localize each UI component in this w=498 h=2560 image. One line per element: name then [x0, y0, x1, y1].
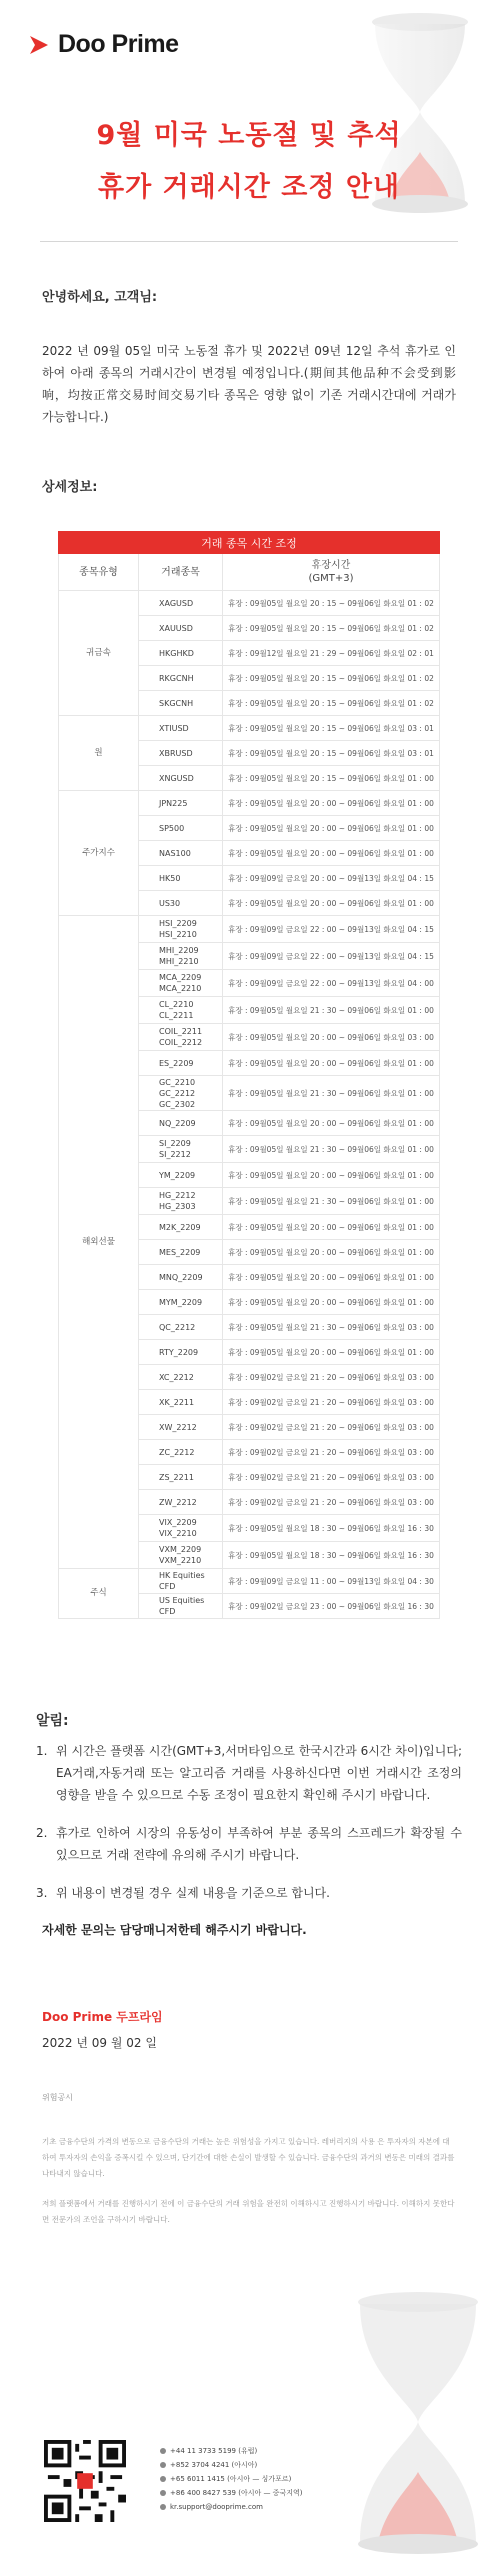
- product-cell: HK Equities CFD: [139, 1569, 223, 1594]
- product-cell: RTY_2209: [139, 1340, 223, 1365]
- product-cell: RKGCNH: [139, 666, 223, 691]
- signature-date: 2022 년 09 월 02 일: [42, 2036, 157, 2050]
- hours-cell: 휴장 : 09월12일 월요일 21 : 29 ~ 09월06일 화요일 02 : 01: [223, 641, 440, 666]
- notice-number: 1.: [36, 1744, 48, 1758]
- qr-code-icon[interactable]: [44, 2440, 126, 2522]
- hours-cell: 휴장 : 09월05일 월요일 20 : 00 ~ 09월06일 화요일 01 : 00: [223, 1111, 440, 1136]
- details-label: 상세정보:: [42, 480, 98, 495]
- table-row: [59, 916, 440, 943]
- contact-phone-singapore[interactable]: [160, 2472, 302, 2486]
- intro-paragraph: 2022 년 09월 05일 미국 노동절 휴가 및 2022년 09년 12일 추석 휴가로 인하여 아래 종목의 거래시간이 변경될 예정입니다.(期间其他品种不会受到影响，均按正常交易时间交易기타 종목은 영향 없이 기존 거래시간대에 거래가 가능합니다.): [42, 344, 456, 424]
- hours-cell: 휴장 : 09월02일 금요일 23 : 00 ~ 09월06일 화요일 16 : 30: [223, 1594, 440, 1619]
- hours-cell: 휴장 : 09월05일 월요일 20 : 15 ~ 09월06일 화요일 03 : 01: [223, 741, 440, 766]
- product-cell: M2K_2209: [139, 1215, 223, 1240]
- table-row: [59, 1569, 440, 1594]
- page-title: [0, 110, 498, 214]
- product-cell: YM_2209: [139, 1163, 223, 1188]
- title-line-1: 9월 미국 노동절 및 추석: [96, 120, 402, 151]
- contact-list: [160, 2444, 302, 2514]
- product-cell: COIL_2211 COIL_2212: [139, 1024, 223, 1051]
- hours-cell: 휴장 : 09월05일 월요일 20 : 15 ~ 09월06일 화요일 03 : 01: [223, 716, 440, 741]
- category-cell: 주식: [59, 1569, 139, 1619]
- disclaimer-paragraph-1: 기초 금융수단의 가격의 변동으로 금융수단의 거래는 높은 위험성을 가지고 있습니다. 레버리지의 사용 은 투자자의 자본에 대하여 투자자의 손익을 증폭시킬 수 있으며, 단기간에 대한 손실이 발생할 수 있습니다. 금융수단의 과거의 변동은 미래의 결과를 나타내지 않습니다.: [42, 2137, 455, 2178]
- header-hours: [223, 554, 440, 591]
- notice-title: 알림:: [36, 1713, 69, 1729]
- disclaimer-paragraph-2: 저희 플랫폼에서 거래를 진행하시기 전에 이 금융수단의 거래 위험을 완전히 이해하시고 진행하시기 바랍니다. 이해하지 못한다면 전문가의 조언을 구하시기 바랍니다.: [42, 2199, 455, 2224]
- contact-phone-asia[interactable]: [160, 2458, 302, 2472]
- contact-text: 자세한 문의는 담당매니저한테 해주시기 바랍니다.: [42, 1923, 307, 1937]
- product-cell: ES_2209: [139, 1051, 223, 1076]
- header: [0, 0, 498, 250]
- hours-cell: 휴장 : 09월09일 금요일 22 : 00 ~ 09월13일 화요일 04 : 15: [223, 943, 440, 970]
- product-cell: XTIUSD: [139, 716, 223, 741]
- product-cell: NQ_2209: [139, 1111, 223, 1136]
- table-row: [59, 716, 440, 741]
- contact-phone-china[interactable]: [160, 2486, 302, 2500]
- hours-cell: 휴장 : 09월05일 월요일 21 : 30 ~ 09월06일 화요일 01 : 00: [223, 1076, 440, 1111]
- product-cell: HSI_2209 HSI_2210: [139, 916, 223, 943]
- contact-value: kr.support@dooprime.com: [170, 2503, 263, 2511]
- hours-cell: 휴장 : 09월05일 월요일 20 : 00 ~ 09월06일 화요일 03 : 00: [223, 1024, 440, 1051]
- hours-cell: 휴장 : 09월05일 월요일 20 : 00 ~ 09월06일 화요일 01 : 00: [223, 1163, 440, 1188]
- hours-cell: 휴장 : 09월05일 월요일 20 : 00 ~ 09월06일 화요일 01 : 00: [223, 791, 440, 816]
- contact-email[interactable]: [160, 2500, 302, 2514]
- hours-cell: 휴장 : 09월09일 금요일 11 : 00 ~ 09월13일 화요일 04 : 30: [223, 1569, 440, 1594]
- product-cell: VXM_2209 VXM_2210: [139, 1542, 223, 1569]
- product-cell: US30: [139, 891, 223, 916]
- product-cell: VIX_2209 VIX_2210: [139, 1515, 223, 1542]
- signature-brand: Doo Prime 두프라임: [42, 2010, 163, 2024]
- product-cell: MES_2209: [139, 1240, 223, 1265]
- hours-cell: 휴장 : 09월02일 금요일 21 : 20 ~ 09월06일 화요일 03 : 00: [223, 1390, 440, 1415]
- hours-cell: 휴장 : 09월05일 월요일 20 : 00 ~ 09월06일 화요일 01 : 00: [223, 841, 440, 866]
- category-cell: 귀금속: [59, 591, 139, 716]
- product-cell: SI_2209 SI_2212: [139, 1136, 223, 1163]
- hours-cell: 휴장 : 09월05일 월요일 20 : 00 ~ 09월06일 화요일 01 : 00: [223, 891, 440, 916]
- hours-cell: 휴장 : 09월05일 월요일 21 : 30 ~ 09월06일 화요일 01 : 00: [223, 1136, 440, 1163]
- product-cell: MCA_2209 MCA_2210: [139, 970, 223, 997]
- hours-cell: 휴장 : 09월05일 월요일 20 : 00 ~ 09월06일 화요일 01 : 00: [223, 1340, 440, 1365]
- hours-cell: 휴장 : 09월05일 월요일 20 : 00 ~ 09월06일 화요일 01 : 00: [223, 816, 440, 841]
- phone-icon: [160, 2476, 166, 2482]
- product-cell: MHI_2209 MHI_2210: [139, 943, 223, 970]
- hours-cell: 휴장 : 09월05일 월요일 21 : 30 ~ 09월06일 화요일 01 : 00: [223, 997, 440, 1024]
- hours-cell: 휴장 : 09월09일 금요일 22 : 00 ~ 09월13일 화요일 04 : 00: [223, 970, 440, 997]
- product-cell: XNGUSD: [139, 766, 223, 791]
- product-cell: XAUUSD: [139, 616, 223, 641]
- category-cell: 주가지수: [59, 791, 139, 916]
- category-cell: 원: [59, 716, 139, 791]
- header-product: 거래종목: [139, 554, 223, 591]
- hours-cell: 휴장 : 09월05일 월요일 20 : 15 ~ 09월06일 화요일 01 : 02: [223, 591, 440, 616]
- notice-number: 3.: [36, 1886, 48, 1900]
- doo-prime-logo-icon: [28, 34, 50, 56]
- header-category: 종목유형: [59, 554, 139, 591]
- hours-cell: 휴장 : 09월09일 금요일 20 : 00 ~ 09월13일 화요일 04 : 15: [223, 866, 440, 891]
- product-cell: US Equities CFD: [139, 1594, 223, 1619]
- category-cell: 해외선물: [59, 916, 139, 1569]
- product-cell: XBRUSD: [139, 741, 223, 766]
- product-cell: HKGHKD: [139, 641, 223, 666]
- hours-cell: 휴장 : 09월05일 월요일 20 : 00 ~ 09월06일 화요일 01 : 00: [223, 1215, 440, 1240]
- hours-cell: 휴장 : 09월05일 월요일 21 : 30 ~ 09월06일 화요일 01 : 00: [223, 1188, 440, 1215]
- product-cell: CL_2210 CL_2211: [139, 997, 223, 1024]
- product-cell: MNQ_2209: [139, 1265, 223, 1290]
- disclaimer-title: 위험공시: [42, 2093, 73, 2102]
- hours-cell: 휴장 : 09월02일 금요일 21 : 20 ~ 09월06일 화요일 03 : 00: [223, 1365, 440, 1390]
- hours-cell: 휴장 : 09월02일 금요일 21 : 20 ~ 09월06일 화요일 03 : 00: [223, 1415, 440, 1440]
- table-body: [59, 591, 440, 1619]
- notice-item: [36, 1882, 462, 1904]
- table-row: [59, 591, 440, 616]
- contact-value: +44 11 3733 5199 (유럽): [170, 2447, 258, 2455]
- table-row: [59, 791, 440, 816]
- header-hours-line2: (GMT+3): [308, 573, 354, 584]
- hours-cell: 휴장 : 09월05일 월요일 21 : 30 ~ 09월06일 화요일 03 : 00: [223, 1315, 440, 1340]
- hours-cell: 휴장 : 09월09일 금요일 22 : 00 ~ 09월13일 화요일 04 : 15: [223, 916, 440, 943]
- notice-text: 위 시간은 플랫폼 시간(GMT+3,서머타임으로 한국시간과 6시간 차이)입니다; EA거래,자동거래 또는 알고리즘 거래를 사용하신다면 이번 거래시간 조정의 영향을 받을 수 있으므로 수동 조정이 필요한지 확인해 주시기 바랍니다.: [56, 1744, 462, 1802]
- notice-item: [36, 1740, 462, 1806]
- hours-cell: 휴장 : 09월02일 금요일 21 : 20 ~ 09월06일 화요일 03 : 00: [223, 1465, 440, 1490]
- header-hours-line1: 휴장시간: [311, 560, 351, 571]
- hours-cell: 휴장 : 09월05일 월요일 20 : 15 ~ 09월06일 화요일 01 : 00: [223, 766, 440, 791]
- product-cell: QC_2212: [139, 1315, 223, 1340]
- product-cell: HG_2212 HG_2303: [139, 1188, 223, 1215]
- hourglass-footer-decoration-icon: [308, 2262, 498, 2560]
- product-cell: ZW_2212: [139, 1490, 223, 1515]
- hours-cell: 휴장 : 09월05일 월요일 20 : 15 ~ 09월06일 화요일 01 : 02: [223, 666, 440, 691]
- phone-icon: [160, 2462, 166, 2468]
- product-cell: NAS100: [139, 841, 223, 866]
- hours-cell: 휴장 : 09월05일 월요일 20 : 15 ~ 09월06일 화요일 01 : 02: [223, 691, 440, 716]
- product-cell: XC_2212: [139, 1365, 223, 1390]
- hours-cell: 휴장 : 09월05일 월요일 18 : 30 ~ 09월06일 화요일 16 : 30: [223, 1542, 440, 1569]
- email-icon: [160, 2504, 166, 2510]
- hours-cell: 휴장 : 09월05일 월요일 20 : 00 ~ 09월06일 화요일 01 : 00: [223, 1240, 440, 1265]
- contact-value: +65 6011 1415 (아시아 — 싱가포르): [170, 2475, 292, 2483]
- product-cell: XAGUSD: [139, 591, 223, 616]
- hours-cell: 휴장 : 09월05일 월요일 20 : 00 ~ 09월06일 화요일 01 : 00: [223, 1051, 440, 1076]
- product-cell: XW_2212: [139, 1415, 223, 1440]
- hours-cell: 휴장 : 09월02일 금요일 21 : 20 ~ 09월06일 화요일 03 : 00: [223, 1440, 440, 1465]
- phone-icon: [160, 2448, 166, 2454]
- notice-item: [36, 1822, 462, 1866]
- notice-number: 2.: [36, 1826, 48, 1840]
- notice-list: [36, 1740, 462, 1920]
- notice-text: 위 내용이 변경될 경우 실제 내용을 기준으로 합니다.: [56, 1886, 330, 1900]
- brand-name: Doo Prime: [58, 30, 179, 58]
- product-cell: SKGCNH: [139, 691, 223, 716]
- product-cell: MYM_2209: [139, 1290, 223, 1315]
- product-cell: GC_2210 GC_2212 GC_2302: [139, 1076, 223, 1111]
- product-cell: XK_2211: [139, 1390, 223, 1415]
- hours-cell: 휴장 : 09월05일 월요일 18 : 30 ~ 09월06일 화요일 16 : 30: [223, 1515, 440, 1542]
- greeting: 안녕하세요, 고객님:: [42, 290, 158, 305]
- product-cell: JPN225: [139, 791, 223, 816]
- notice-text: 휴가로 인하여 시장의 유동성이 부족하여 부분 종목의 스프레드가 확장될 수 있으므로 거래 전략에 유의해 주시기 바랍니다.: [56, 1826, 462, 1862]
- product-cell: SP500: [139, 816, 223, 841]
- title-line-2: 휴가 거래시간 조정 안내: [97, 172, 401, 203]
- hours-cell: 휴장 : 09월02일 금요일 21 : 20 ~ 09월06일 화요일 03 : 00: [223, 1490, 440, 1515]
- table-caption: 거래 종목 시간 조정: [59, 532, 440, 554]
- header-divider: [40, 241, 458, 242]
- trading-hours-table: [58, 531, 440, 1619]
- hours-cell: 휴장 : 09월05일 월요일 20 : 00 ~ 09월06일 화요일 01 : 00: [223, 1290, 440, 1315]
- phone-icon: [160, 2490, 166, 2496]
- brand-logo[interactable]: [28, 30, 179, 59]
- product-cell: ZS_2211: [139, 1465, 223, 1490]
- hours-cell: 휴장 : 09월05일 월요일 20 : 00 ~ 09월06일 화요일 01 : 00: [223, 1265, 440, 1290]
- contact-value: +852 3704 4241 (아시아): [170, 2461, 258, 2469]
- contact-value: +86 400 8427 539 (아시아 — 중국지역): [170, 2489, 303, 2497]
- product-cell: ZC_2212: [139, 1440, 223, 1465]
- contact-phone-europe[interactable]: [160, 2444, 302, 2458]
- product-cell: HK50: [139, 866, 223, 891]
- hours-cell: 휴장 : 09월05일 월요일 20 : 15 ~ 09월06일 화요일 01 : 02: [223, 616, 440, 641]
